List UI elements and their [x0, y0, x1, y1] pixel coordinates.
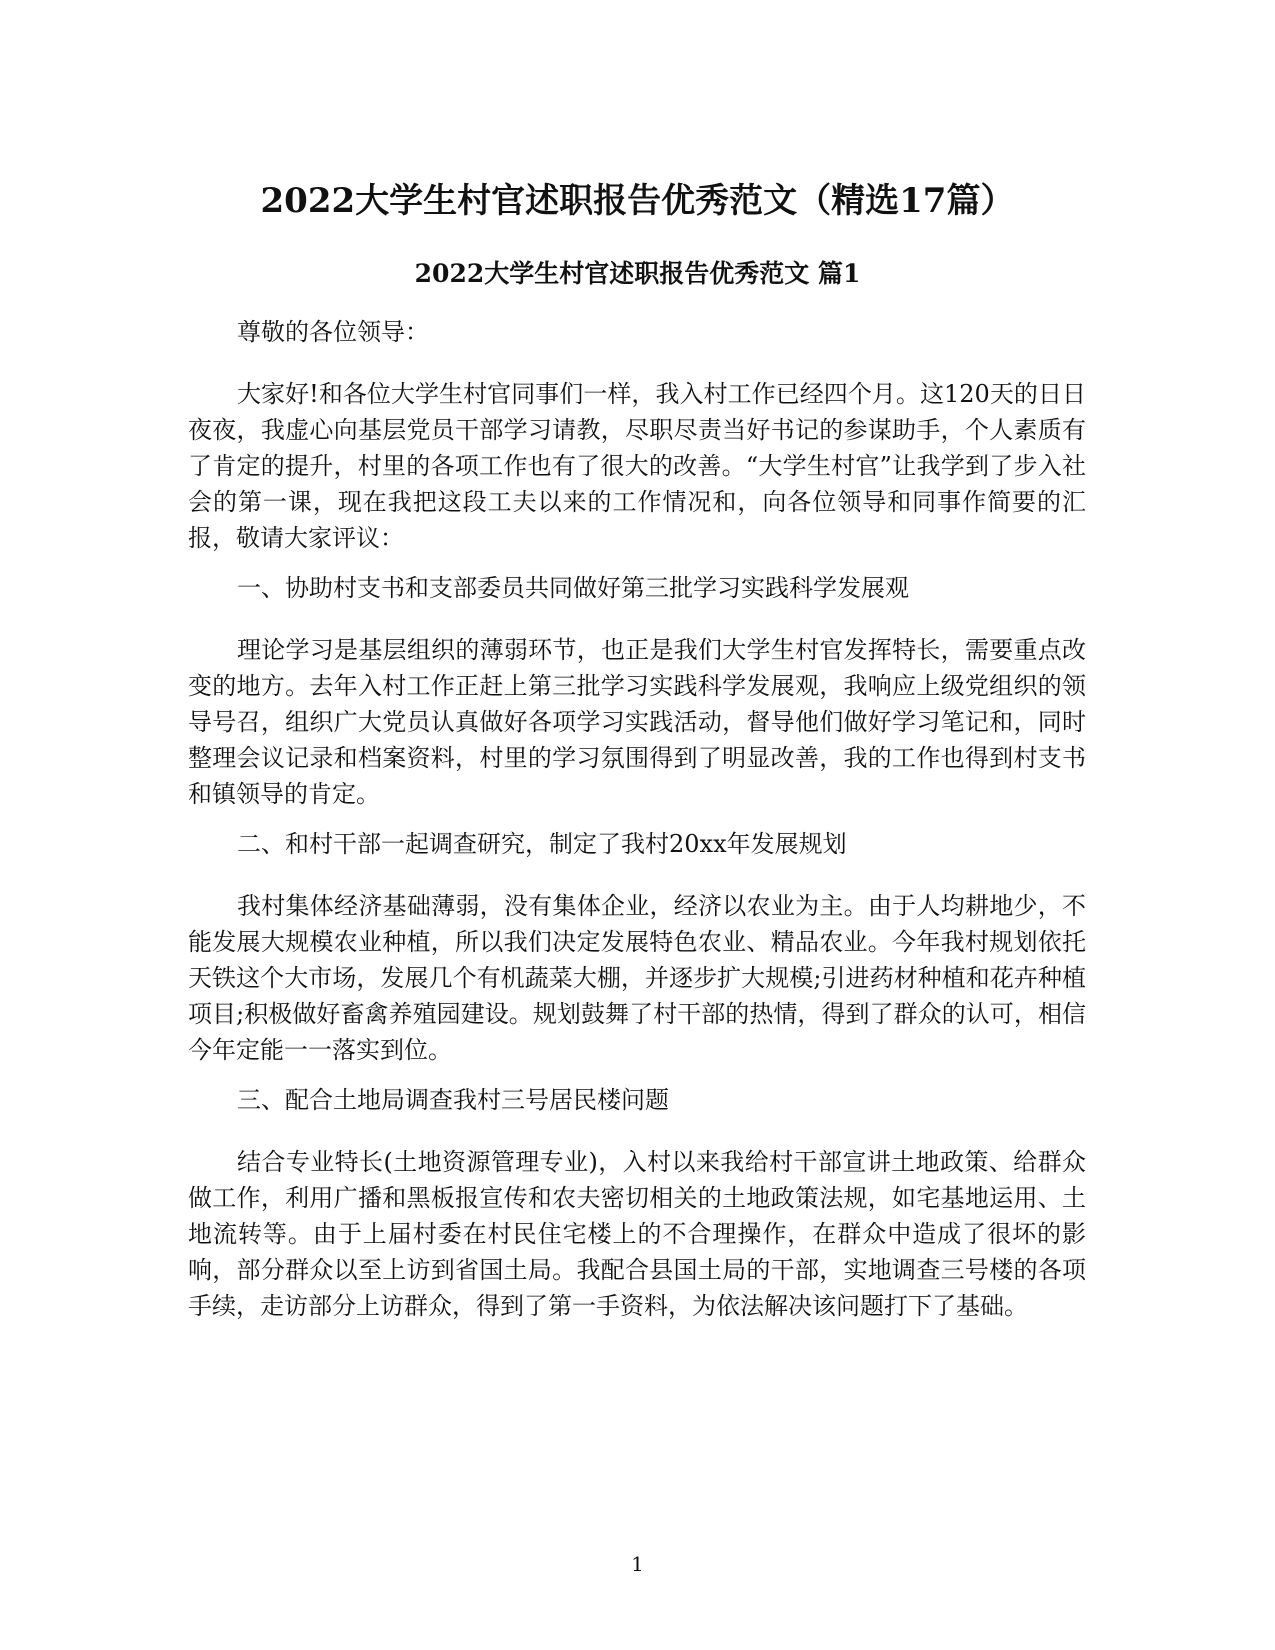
body-paragraph-2: 我村集体经济基础薄弱，没有集体企业，经济以农业为主。由于人均耕地少，不能发展大规模农业种植，所以我们决定发展特色农业、精品农业。今年我村规划依托天铁这个大市场，发展几个有机蔬菜大棚，并逐步扩大规模;引进药材种植和花卉种植项目;积极做好畜禽养殖园建设。规划鼓舞了村干部的热情，得到了群众的认可，相信今年定能一一落实到位。: [188, 892, 1086, 1064]
body-paragraph-1: 理论学习是基层组织的薄弱环节，也正是我们大学生村官发挥特长，需要重点改变的地方。去年入村工作正赶上第三批学习实践科学发展观，我响应上级党组织的领导号召，组织广大党员认真做好各项学习实践活动，督导他们做好学习笔记和，同时整理会议记录和档案资料，村里的学习氛围得到了明显改善，我的工作也得到村支书和镇领导的肯定。: [188, 636, 1086, 808]
section-heading-2: 二、和村干部一起调查研究，制定了我村20xx年发展规划: [237, 830, 847, 858]
section-heading-1: 一、协助村支书和支部委员共同做好第三批学习实践科学发展观: [237, 574, 909, 602]
section-title: 2022大学生村官述职报告优秀范文 篇1: [414, 259, 861, 288]
salutation-paragraph: 尊敬的各位领导：: [237, 318, 429, 346]
intro-paragraph: 大家好!和各位大学生村官同事们一样，我入村工作已经四个月。这120天的日日夜夜，我虚心向基层党员干部学习请教，尽职尽责当好书记的参谋助手，个人素质有了肯定的提升，村里的各项工作也有了很大的改善。“大学生村官”让我学到了步入社会的第一课，现在我把这段工夫以来的工作情况和，向各位领导和同事作简要的汇报，敬请大家评议：: [188, 380, 1086, 552]
section-heading-3: 三、配合土地局调查我村三号居民楼问题: [237, 1086, 669, 1114]
document-title: 2022大学生村官述职报告优秀范文（精选17篇）: [260, 181, 1015, 221]
body-paragraph-3: 结合专业特长(土地资源管理专业)，入村以来我给村干部宣讲土地政策、给群众做工作，利用广播和黑板报宣传和农夫密切相关的土地政策法规，如宅基地运用、土地流转等。由于上届村委在村民住宅楼上的不合理操作，在群众中造成了很坏的影响，部分群众以至上访到省国土局。我配合县国土局的干部，实地调查三号楼的各项手续，走访部分上访群众，得到了第一手资料，为依法解决该问题打下了基础。: [188, 1148, 1086, 1320]
page-number: 1: [631, 1552, 644, 1576]
